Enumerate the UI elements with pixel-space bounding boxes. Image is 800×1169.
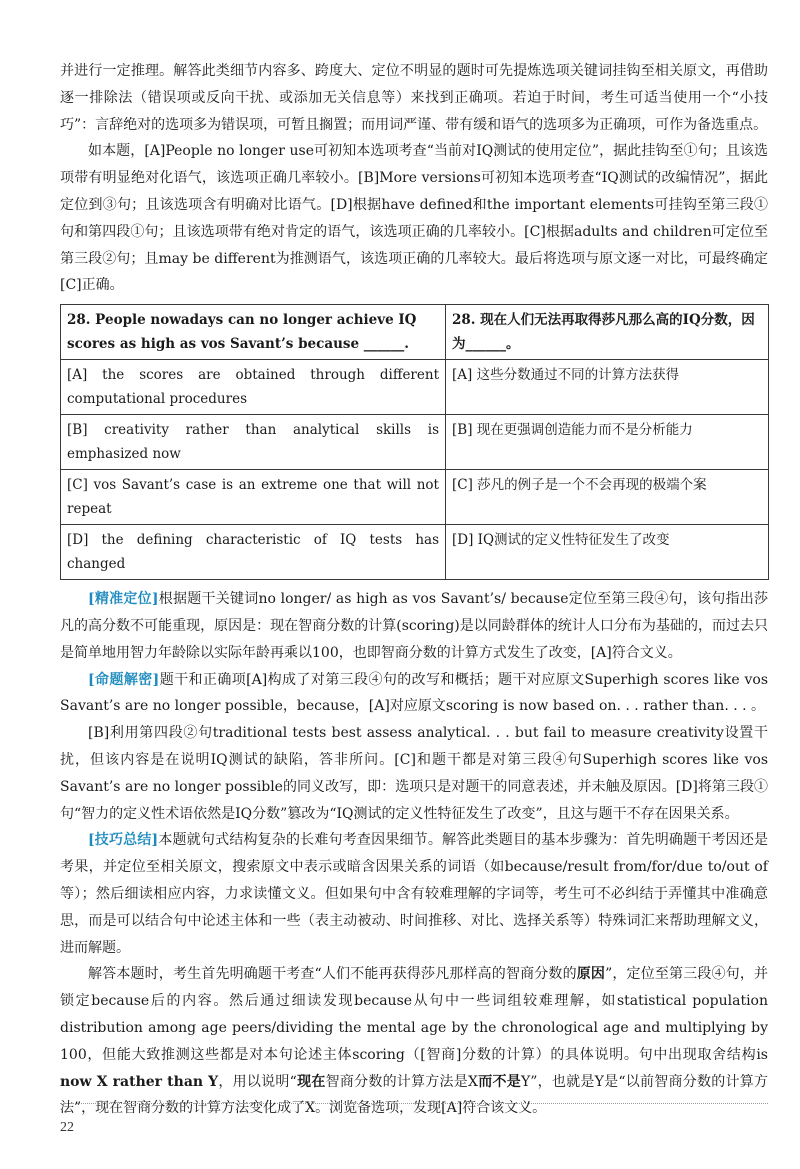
final-paragraph: [60, 961, 768, 1122]
summary-text: 本题就句式结构复杂的长难句考查因果细节。解答此类题目的基本步骤为：首先明确题干考因还是考果，并定位至相关原文，搜索原文中表示或暗含因果关系的词语（如because/result from/for/due to/out of等）；然后细读相应内容，力求读懂文义。但如果句中含有较难理解的字词等，考生可不必纠结于弄懂其中准确意思，而是可以结合句中论述主体和一些（表主动被动、时间推移、对比、选择关系等）特殊词汇来帮助理解文义，进而解题。: [60, 832, 769, 956]
decode-text: 题干和正确项[A]构成了对第三段④句的改写和概括；题干对应原文Superhigh scores like vos Savant’s are no longer possible，because，[A]对应原文scoring is now based on. . . rather than. . . 。: [60, 671, 769, 715]
summary-paragraph: [60, 827, 768, 961]
final-bold-1: 原因: [576, 966, 606, 983]
final-bold-3: 现在: [296, 1073, 326, 1090]
option-b-zh: [B] 现在更强调创造能力而不是分析能力: [446, 415, 769, 470]
option-c-zh: [C] 莎凡的例子是一个不会再现的极端个案: [446, 470, 769, 525]
final-text-1: 解答本题时，考生首先明确题干考查“人们不能再获得莎凡那样高的智商分数的: [88, 966, 577, 983]
final-bold-2: now X rather than Y: [60, 1073, 219, 1090]
table-row: [61, 470, 769, 525]
example-paragraph: 如本题，[A]People no longer use可初知本选项考查“当前对IQ测试的使用定位”，据此挂钩至①句；且该选项带有明显绝对化语气，该选项正确几率较小。[B]More versions可初知本选项考查“IQ测试的改编情况”，据此定位到③句；且该选项含有明确对比语气。[D]根据have defined和the important elements可挂钩至第三段①句和第四段①句；且该选项带有绝对肯定的语气，该选项正确的几率较小。[C]根据adults and children可定位至第三段②句；且may be different为推测语气，该选项正确的几率较大。最后将选项与原文逐一对比，可最终确定[C]正确。: [60, 143, 768, 294]
intro-paragraph: 并进行一定推理。解答此类细节内容多、跨度大、定位不明显的题时可先提炼选项关键词挂钩至相关原文，再借助逐一排除法（错误项或反向干扰、或添加无关信息等）来找到正确项。若迫于时间，考生可适当使用一个“小技巧”：言辞绝对的选项多为错误项，可暂且搁置；而用词严谨、带有缓和语气的选项多为正确项，可作为备选重点。: [60, 63, 768, 133]
question-stem-en: 28. People nowadays can no longer achieve IQ scores as high as vos Savant’s because ______.: [61, 305, 446, 360]
page-number: 22: [60, 1120, 74, 1135]
locate-tag: [精准定位]: [88, 591, 159, 608]
table-row: [61, 415, 769, 470]
table-row: [61, 525, 769, 580]
question-stem-zh: 28. 现在人们无法再取得莎凡那么高的IQ分数，因为______。: [446, 305, 769, 360]
option-a-en: [A] the scores are obtained through different computational procedures: [61, 360, 446, 415]
distractor-paragraph: [B]利用第四段②句traditional tests best assess analytical. . . but fail to measure creativity设置干扰，但该内容是在说明IQ测试的缺陷，答非所问。[C]和题干都是对第三段④句Superhigh scores like vos Savant’s are no longer possible的同义改写，即：选项只是对题干的同意表述，并未触及原因。[D]将第三段①句“智力的定义性术语依然是IQ分数”篡改为“IQ测试的定义性特征发生了改变”，且这与题干不存在因果关系。: [60, 725, 768, 822]
content-area: [60, 58, 768, 1122]
option-a-zh: [A] 这些分数通过不同的计算方法获得: [446, 360, 769, 415]
summary-tag: [技巧总结]: [88, 832, 159, 849]
final-bold-4: 而不是: [478, 1073, 522, 1090]
locate-paragraph: [60, 586, 768, 666]
option-d-en: [D] the defining characteristic of IQ tests has changed: [61, 525, 446, 580]
option-b-en: [B] creativity rather than analytical skills is emphasized now: [61, 415, 446, 470]
final-text-5: Y”，也就是Y是“以前智商分数的计算方法”，现在智商分数的计算方法变化成了X。浏览备选项，发现[A]符合该文义。: [60, 1073, 769, 1117]
footer-divider: [60, 1103, 768, 1104]
final-text-4: 智商分数的计算方法是X: [325, 1073, 479, 1090]
question-table: [60, 304, 769, 580]
locate-text: 根据题干关键词no longer/ as high as vos Savant’s/ because定位至第三段④句，该句指出莎凡的高分数不可能重现，原因是：现在智商分数的计算(scoring)是以同龄群体的统计人口分布为基础的，而过去只是简单地用智力年龄除以实际年龄再乘以100，也即智商分数的计算方式发生了改变，[A]符合文义。: [60, 591, 768, 661]
option-c-en: [C] vos Savant’s case is an extreme one that will not repeat: [61, 470, 446, 525]
final-text-2: ”，定位至第三段④句，并锁定because后的内容。然后通过细读发现because从句中一些词组较难理解，如statistical population distribution among age peers/dividing the mental age by the chronological age and multiplying by 100，但能大致推测这些都是对本句论述主体scoring（[智商]分数的计算）的具体说明。句中出现取舍结构is: [60, 966, 768, 1063]
final-text-3: ，用以说明“: [218, 1073, 297, 1090]
decode-paragraph: [60, 667, 768, 721]
table-row: [61, 305, 769, 360]
decode-tag: [命题解密]: [88, 671, 160, 688]
option-d-zh: [D] IQ测试的定义性特征发生了改变: [446, 525, 769, 580]
table-row: [61, 360, 769, 415]
